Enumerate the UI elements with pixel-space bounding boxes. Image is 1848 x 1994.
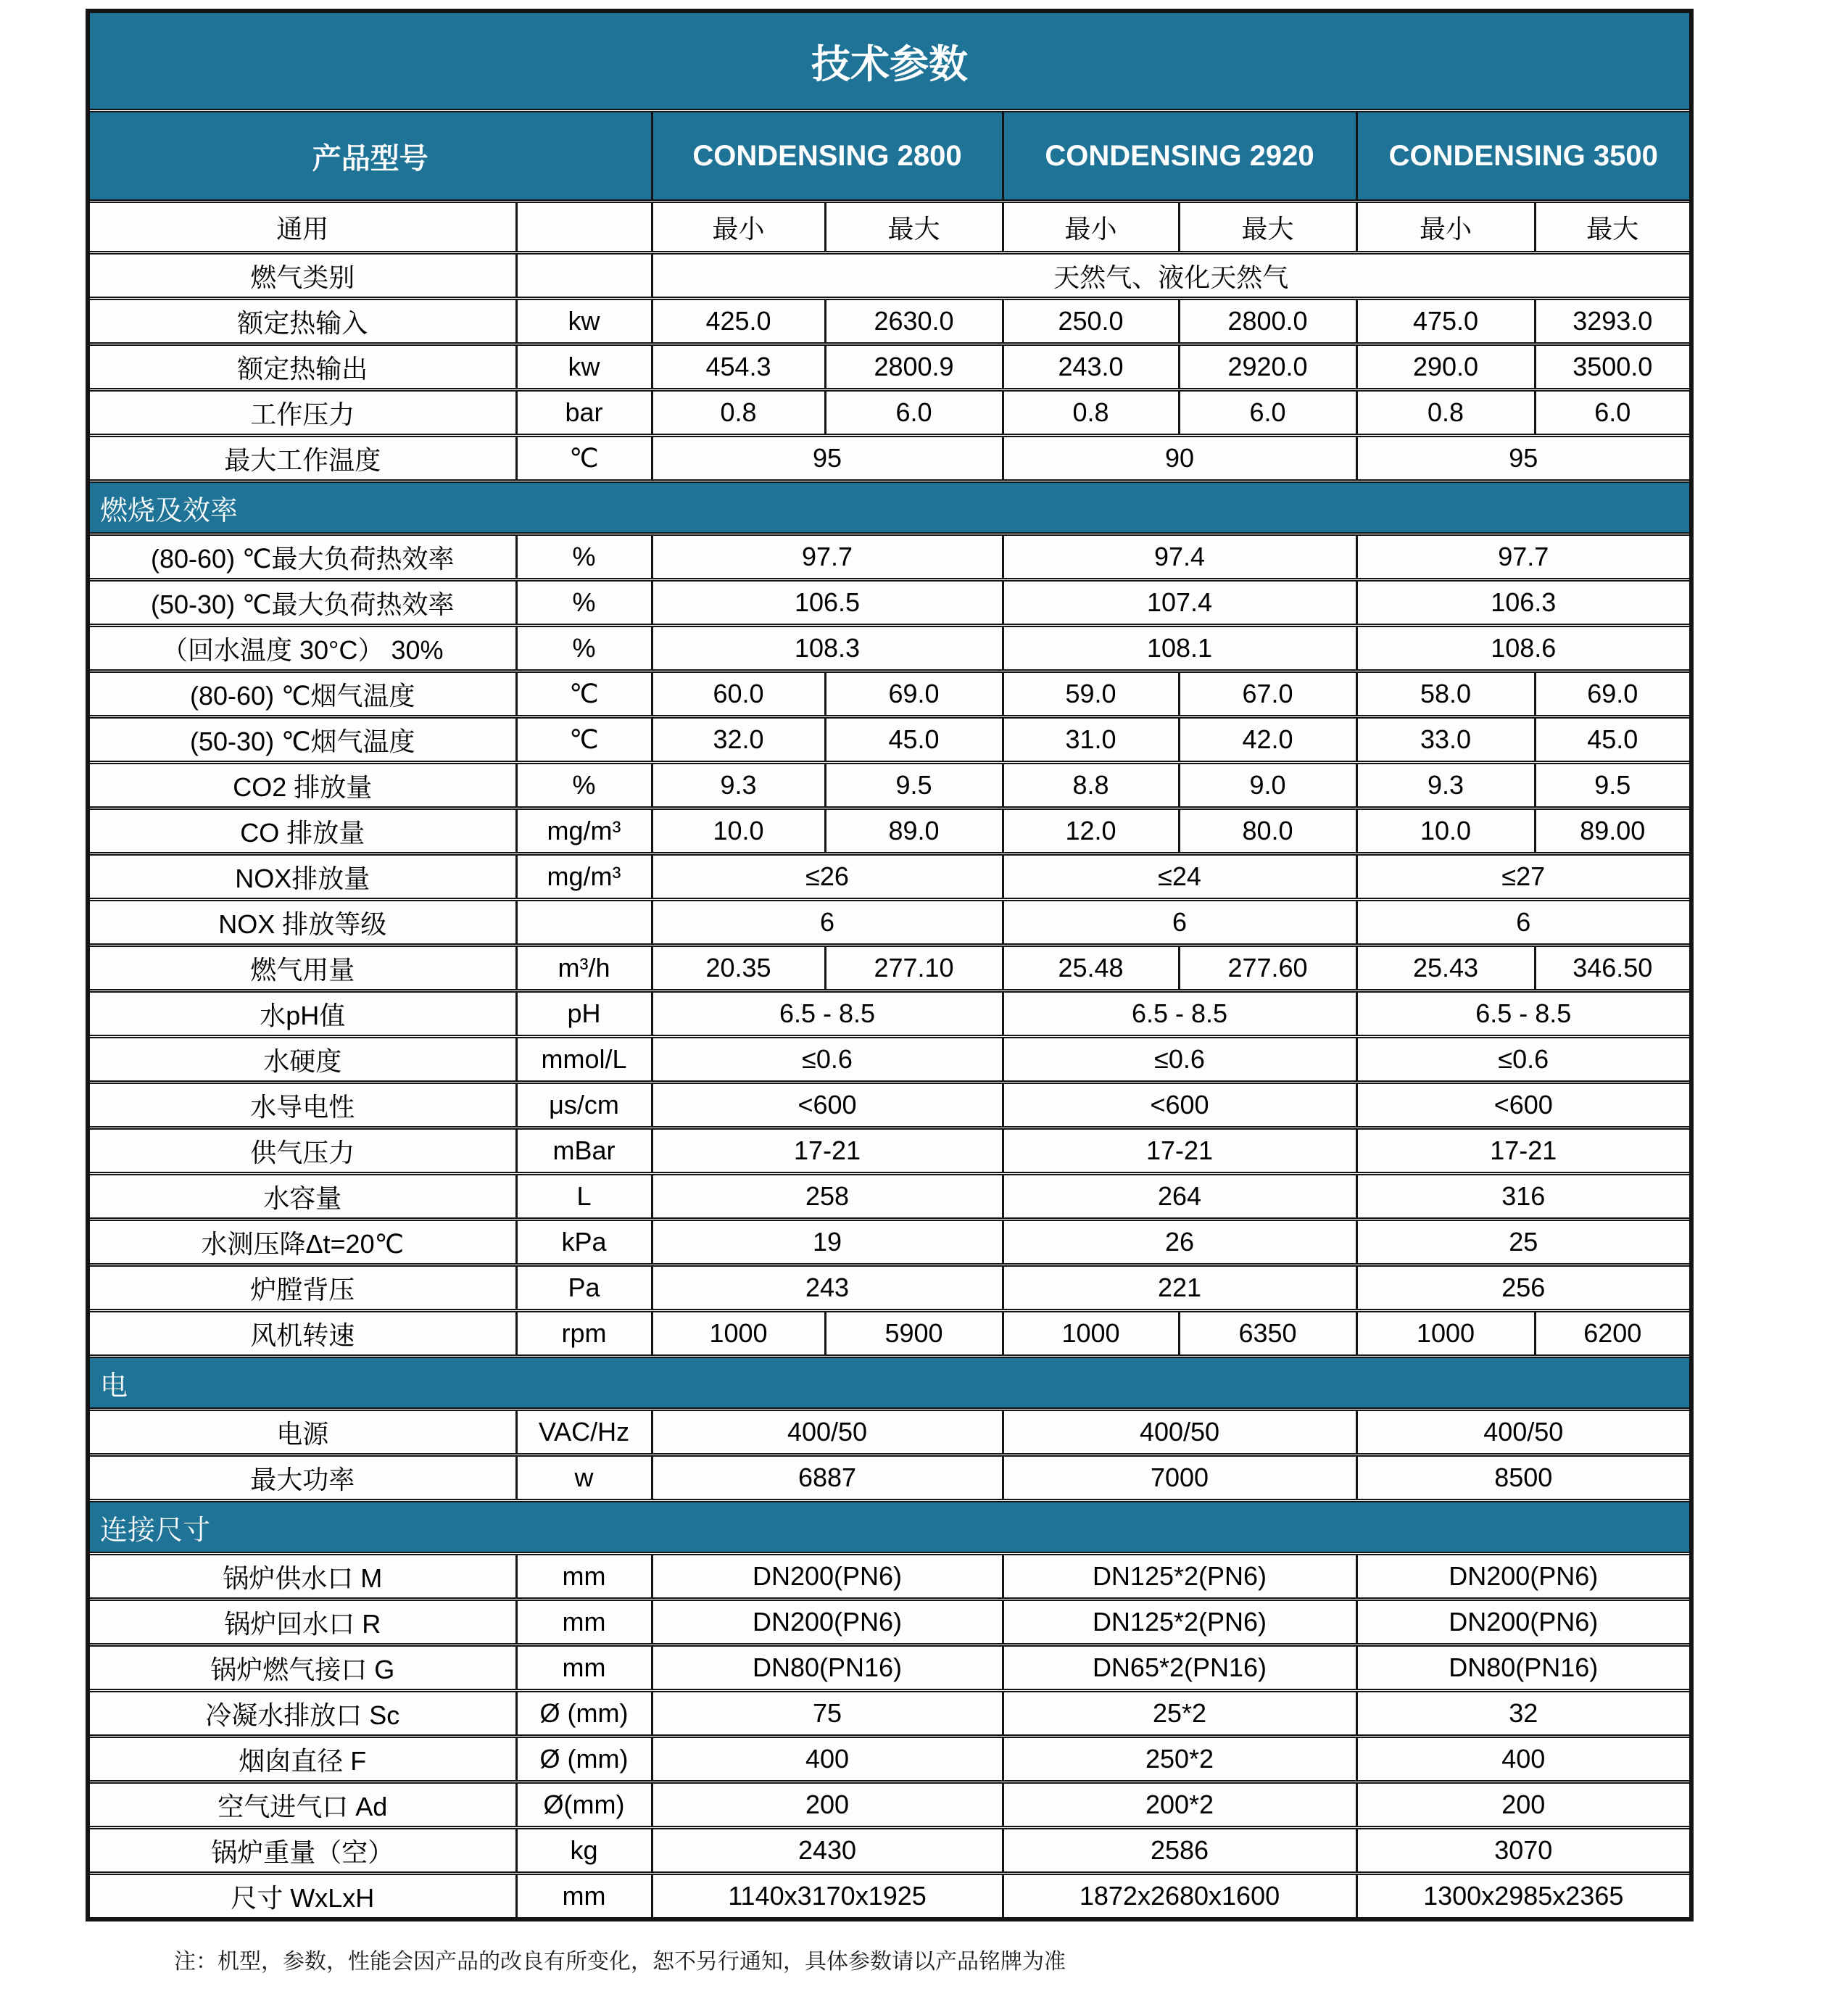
- row-unit: bar: [516, 390, 652, 436]
- row-label: 冷凝水排放口 Sc: [88, 1691, 516, 1737]
- row-value: <600: [652, 1083, 1003, 1128]
- row-label: NOX 排放等级: [88, 900, 516, 946]
- table-row: [88, 534, 1691, 580]
- section-header: 电: [88, 1357, 1691, 1410]
- row-value: 17-21: [1003, 1128, 1356, 1174]
- row-value: ≤0.6: [1003, 1037, 1356, 1083]
- table-row: [88, 900, 1691, 946]
- row-value: 6.0: [1535, 390, 1691, 436]
- row-value: 9.3: [1356, 763, 1535, 808]
- row-value: ≤27: [1356, 854, 1691, 900]
- row-value: DN125*2(PN6): [1003, 1554, 1356, 1600]
- row-value: 59.0: [1003, 671, 1179, 717]
- row-unit: μs/cm: [516, 1083, 652, 1128]
- row-value: 6887: [652, 1455, 1003, 1501]
- row-unit: mm: [516, 1600, 652, 1645]
- section-header: 燃烧及效率: [88, 481, 1691, 534]
- row-value: 400: [1356, 1737, 1691, 1782]
- row-value: 200: [1356, 1782, 1691, 1828]
- row-unit: Pa: [516, 1265, 652, 1311]
- row-label: CO2 排放量: [88, 763, 516, 808]
- table-row: [88, 671, 1691, 717]
- row-value: 32: [1356, 1691, 1691, 1737]
- table-row: [88, 1265, 1691, 1311]
- section-row: [88, 1357, 1691, 1410]
- row-value: 1872x2680x1600: [1003, 1874, 1356, 1920]
- row-value: 0.8: [1003, 390, 1179, 436]
- row-value: 200*2: [1003, 1782, 1356, 1828]
- table-row: [88, 1600, 1691, 1645]
- row-value: 346.50: [1535, 946, 1691, 991]
- row-value: 400: [652, 1737, 1003, 1782]
- row-unit: mBar: [516, 1128, 652, 1174]
- page-title: 技术参数: [88, 11, 1691, 111]
- row-value: 9.0: [1179, 763, 1356, 808]
- row-value: 12.0: [1003, 808, 1179, 854]
- row-value: 3070: [1356, 1828, 1691, 1874]
- row-value: DN65*2(PN16): [1003, 1645, 1356, 1691]
- table-row: [88, 390, 1691, 436]
- table-row: [88, 1828, 1691, 1874]
- row-value: 95: [1356, 436, 1691, 481]
- row-value: 6200: [1535, 1311, 1691, 1357]
- row-value: 277.60: [1179, 946, 1356, 991]
- table-row: [88, 580, 1691, 626]
- row-label: 风机转速: [88, 1311, 516, 1357]
- row-value: 6.5 - 8.5: [1356, 991, 1691, 1037]
- row-value: 243: [652, 1265, 1003, 1311]
- row-value: 6.0: [1179, 390, 1356, 436]
- table-row: [88, 1455, 1691, 1501]
- row-value: 243.0: [1003, 344, 1179, 390]
- row-value: 97.7: [652, 534, 1003, 580]
- row-label: 燃气用量: [88, 946, 516, 991]
- table-row: [88, 1554, 1691, 1600]
- model-header-row: [88, 111, 1691, 202]
- row-unit: %: [516, 534, 652, 580]
- row-value: 200: [652, 1782, 1003, 1828]
- row-value: DN80(PN16): [1356, 1645, 1691, 1691]
- table-row: [88, 717, 1691, 763]
- row-value: 3500.0: [1535, 344, 1691, 390]
- row-label: 工作压力: [88, 390, 516, 436]
- row-value: 2800.0: [1179, 299, 1356, 344]
- row-value: DN200(PN6): [652, 1600, 1003, 1645]
- row-unit: Ø (mm): [516, 1737, 652, 1782]
- row-label: 锅炉重量（空）: [88, 1828, 516, 1874]
- row-unit: mm: [516, 1874, 652, 1920]
- row-value: 400/50: [1003, 1410, 1356, 1455]
- row-value: 6: [1003, 900, 1356, 946]
- row-value: 6.5 - 8.5: [1003, 991, 1356, 1037]
- row-label: 锅炉回水口 R: [88, 1600, 516, 1645]
- row-value: 33.0: [1356, 717, 1535, 763]
- row-label: 额定热输出: [88, 344, 516, 390]
- row-value: 106.3: [1356, 580, 1691, 626]
- table-row: [88, 1220, 1691, 1265]
- row-unit: Ø(mm): [516, 1782, 652, 1828]
- table-row: [88, 1128, 1691, 1174]
- row-value: 天然气、液化天然气: [652, 253, 1691, 299]
- row-value: DN200(PN6): [1356, 1554, 1691, 1600]
- footer-note: 注：机型，参数，性能会因产品的改良有所变化，恕不另行通知，具体参数请以产品铭牌为准: [174, 1950, 1066, 1974]
- row-value: 277.10: [825, 946, 1003, 991]
- max-header: 最大: [1535, 202, 1691, 253]
- row-value: 1000: [652, 1311, 825, 1357]
- row-value: 0.8: [652, 390, 825, 436]
- section-row: [88, 481, 1691, 534]
- row-value: 10.0: [1356, 808, 1535, 854]
- row-label: 水pH值: [88, 991, 516, 1037]
- min-header: 最小: [1356, 202, 1535, 253]
- row-value: 2800.9: [825, 344, 1003, 390]
- model-header-condensing-2920: CONDENSING 2920: [1003, 111, 1356, 202]
- row-value: 97.7: [1356, 534, 1691, 580]
- table-row: [88, 299, 1691, 344]
- title-row: [88, 11, 1691, 111]
- row-value: 26: [1003, 1220, 1356, 1265]
- row-value: 60.0: [652, 671, 825, 717]
- row-value: 400/50: [652, 1410, 1003, 1455]
- row-unit: m³/h: [516, 946, 652, 991]
- table-row: [88, 991, 1691, 1037]
- row-value: 8500: [1356, 1455, 1691, 1501]
- row-unit: mmol/L: [516, 1037, 652, 1083]
- row-value: 9.5: [825, 763, 1003, 808]
- row-value: 58.0: [1356, 671, 1535, 717]
- row-value: 9.3: [652, 763, 825, 808]
- row-unit: %: [516, 763, 652, 808]
- row-label: CO 排放量: [88, 808, 516, 854]
- row-value: 256: [1356, 1265, 1691, 1311]
- table-row: [88, 808, 1691, 854]
- row-value: 316: [1356, 1174, 1691, 1220]
- row-label: 尺寸 WxLxH: [88, 1874, 516, 1920]
- section-header: 连接尺寸: [88, 1501, 1691, 1554]
- row-unit: %: [516, 580, 652, 626]
- row-value: 42.0: [1179, 717, 1356, 763]
- row-value: 475.0: [1356, 299, 1535, 344]
- row-value: 0.8: [1356, 390, 1535, 436]
- row-value: 290.0: [1356, 344, 1535, 390]
- row-value: 3293.0: [1535, 299, 1691, 344]
- row-label: 燃气类别: [88, 253, 516, 299]
- row-value: 9.5: [1535, 763, 1691, 808]
- row-label: 水容量: [88, 1174, 516, 1220]
- table-row: [88, 1874, 1691, 1920]
- row-value: 250.0: [1003, 299, 1179, 344]
- spec-table: [86, 9, 1694, 1921]
- row-value: 2630.0: [825, 299, 1003, 344]
- table-row: [88, 1410, 1691, 1455]
- row-unit: %: [516, 626, 652, 671]
- row-value: 31.0: [1003, 717, 1179, 763]
- row-label: 水硬度: [88, 1037, 516, 1083]
- row-value: 5900: [825, 1311, 1003, 1357]
- row-value: 6: [1356, 900, 1691, 946]
- table-row: [88, 436, 1691, 481]
- row-value: 19: [652, 1220, 1003, 1265]
- row-label: 最大工作温度: [88, 436, 516, 481]
- row-value: 8.8: [1003, 763, 1179, 808]
- row-value: 17-21: [652, 1128, 1003, 1174]
- row-value: 80.0: [1179, 808, 1356, 854]
- max-header: 最大: [1179, 202, 1356, 253]
- row-value: 2430: [652, 1828, 1003, 1874]
- row-value: DN125*2(PN6): [1003, 1600, 1356, 1645]
- row-value: 108.6: [1356, 626, 1691, 671]
- row-unit: kw: [516, 299, 652, 344]
- row-unit: VAC/Hz: [516, 1410, 652, 1455]
- max-header: 最大: [825, 202, 1003, 253]
- table-row: [88, 1645, 1691, 1691]
- row-label: 电源: [88, 1410, 516, 1455]
- min-header: 最小: [652, 202, 825, 253]
- row-value: 6: [652, 900, 1003, 946]
- row-value: 2920.0: [1179, 344, 1356, 390]
- row-unit: kPa: [516, 1220, 652, 1265]
- row-value: 400/50: [1356, 1410, 1691, 1455]
- row-unit: mg/m³: [516, 854, 652, 900]
- row-value: ≤0.6: [1356, 1037, 1691, 1083]
- row-unit: ℃: [516, 671, 652, 717]
- row-value: 108.3: [652, 626, 1003, 671]
- table-row: [88, 1737, 1691, 1782]
- general-subheader-row: [88, 202, 1691, 253]
- row-unit: kw: [516, 344, 652, 390]
- row-value: 10.0: [652, 808, 825, 854]
- row-value: 250*2: [1003, 1737, 1356, 1782]
- table-row: [88, 1311, 1691, 1357]
- row-value: ≤24: [1003, 854, 1356, 900]
- table-row: [88, 1174, 1691, 1220]
- row-value: 264: [1003, 1174, 1356, 1220]
- row-value: 75: [652, 1691, 1003, 1737]
- row-value: 45.0: [825, 717, 1003, 763]
- table-row: [88, 1691, 1691, 1737]
- row-value: 6.5 - 8.5: [652, 991, 1003, 1037]
- row-label: 炉膛背压: [88, 1265, 516, 1311]
- row-value: <600: [1003, 1083, 1356, 1128]
- row-label: 水测压降Δt=20℃: [88, 1220, 516, 1265]
- product-model-header: 产品型号: [88, 111, 652, 202]
- row-label: (50-30) ℃烟气温度: [88, 717, 516, 763]
- row-value: 89.0: [825, 808, 1003, 854]
- row-value: 1140x3170x1925: [652, 1874, 1003, 1920]
- row-label: 锅炉燃气接口 G: [88, 1645, 516, 1691]
- row-unit: pH: [516, 991, 652, 1037]
- row-label: (50-30) ℃最大负荷热效率: [88, 580, 516, 626]
- unit-cell-blank: [516, 202, 652, 253]
- row-value: 1000: [1356, 1311, 1535, 1357]
- row-value: 2586: [1003, 1828, 1356, 1874]
- model-header-condensing-2800: CONDENSING 2800: [652, 111, 1003, 202]
- table-row: [88, 344, 1691, 390]
- table-row: [88, 946, 1691, 991]
- row-unit: [516, 900, 652, 946]
- row-label: 供气压力: [88, 1128, 516, 1174]
- row-unit: rpm: [516, 1311, 652, 1357]
- row-unit: L: [516, 1174, 652, 1220]
- row-label: （回水温度 30°C） 30%: [88, 626, 516, 671]
- general-label: 通用: [88, 202, 516, 253]
- row-value: 425.0: [652, 299, 825, 344]
- row-value: 25.48: [1003, 946, 1179, 991]
- table-row: [88, 626, 1691, 671]
- row-value: 25*2: [1003, 1691, 1356, 1737]
- table-row: [88, 1083, 1691, 1128]
- row-unit: [516, 253, 652, 299]
- row-value: 69.0: [1535, 671, 1691, 717]
- model-header-condensing-3500: CONDENSING 3500: [1356, 111, 1691, 202]
- row-value: 108.1: [1003, 626, 1356, 671]
- row-label: 烟囱直径 F: [88, 1737, 516, 1782]
- row-value: 454.3: [652, 344, 825, 390]
- row-value: 6350: [1179, 1311, 1356, 1357]
- row-unit: w: [516, 1455, 652, 1501]
- row-value: ≤26: [652, 854, 1003, 900]
- min-header: 最小: [1003, 202, 1179, 253]
- table-row: [88, 1037, 1691, 1083]
- table-row: [88, 763, 1691, 808]
- row-value: 106.5: [652, 580, 1003, 626]
- row-unit: ℃: [516, 436, 652, 481]
- row-value: ≤0.6: [652, 1037, 1003, 1083]
- row-label: (80-60) ℃最大负荷热效率: [88, 534, 516, 580]
- row-value: 25: [1356, 1220, 1691, 1265]
- row-label: 空气进气口 Ad: [88, 1782, 516, 1828]
- row-label: 最大功率: [88, 1455, 516, 1501]
- row-value: <600: [1356, 1083, 1691, 1128]
- row-value: DN200(PN6): [652, 1554, 1003, 1600]
- row-value: 20.35: [652, 946, 825, 991]
- row-value: 25.43: [1356, 946, 1535, 991]
- row-label: 水导电性: [88, 1083, 516, 1128]
- table-row: [88, 253, 1691, 299]
- table-row: [88, 854, 1691, 900]
- row-value: 7000: [1003, 1455, 1356, 1501]
- row-unit: mm: [516, 1645, 652, 1691]
- row-value: 107.4: [1003, 580, 1356, 626]
- row-value: 95: [652, 436, 1003, 481]
- row-value: 1000: [1003, 1311, 1179, 1357]
- row-value: 221: [1003, 1265, 1356, 1311]
- row-value: 69.0: [825, 671, 1003, 717]
- row-value: 6.0: [825, 390, 1003, 436]
- row-label: 额定热输入: [88, 299, 516, 344]
- row-value: 67.0: [1179, 671, 1356, 717]
- row-value: 258: [652, 1174, 1003, 1220]
- row-label: NOX排放量: [88, 854, 516, 900]
- row-value: 97.4: [1003, 534, 1356, 580]
- row-unit: kg: [516, 1828, 652, 1874]
- row-label: 锅炉供水口 M: [88, 1554, 516, 1600]
- row-value: 89.00: [1535, 808, 1691, 854]
- table-row: [88, 1782, 1691, 1828]
- row-value: 1300x2985x2365: [1356, 1874, 1691, 1920]
- row-value: 90: [1003, 436, 1356, 481]
- row-unit: mg/m³: [516, 808, 652, 854]
- row-value: 45.0: [1535, 717, 1691, 763]
- row-value: DN80(PN16): [652, 1645, 1003, 1691]
- row-value: 32.0: [652, 717, 825, 763]
- row-value: 17-21: [1356, 1128, 1691, 1174]
- row-unit: Ø (mm): [516, 1691, 652, 1737]
- row-unit: ℃: [516, 717, 652, 763]
- row-value: DN200(PN6): [1356, 1600, 1691, 1645]
- section-row: [88, 1501, 1691, 1554]
- row-unit: mm: [516, 1554, 652, 1600]
- row-label: (80-60) ℃烟气温度: [88, 671, 516, 717]
